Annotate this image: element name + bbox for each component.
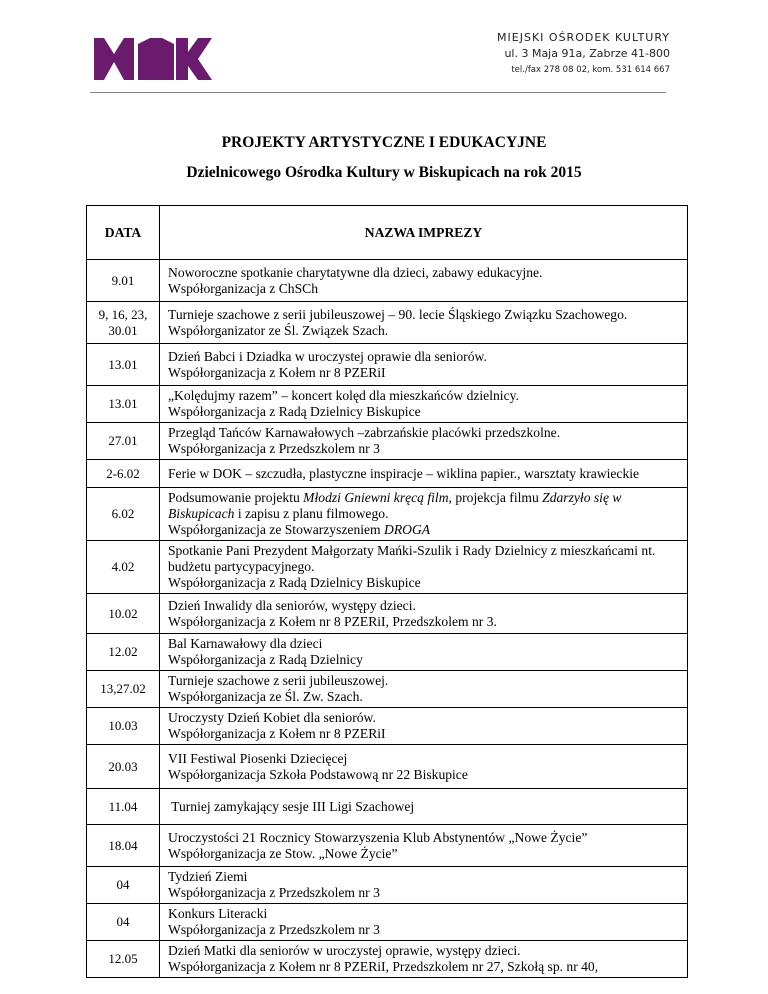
event-line: Turnieje szachowe z serii jubileuszowej. [168, 673, 389, 688]
event-line: Uroczystości 21 Rocznicy Stowarzyszenia Klub Abstynentów „Nowe Życie” [168, 829, 588, 845]
event-name [160, 745, 688, 789]
event-line: Współorganizacja z Kołem nr 8 PZERiI, Przedszkolem nr 27, Szkołą sp. nr 40, [168, 959, 599, 974]
event-date: 12.02 [87, 634, 160, 671]
event-line: Współorganizacja z Przedszkolem nr 3 [168, 885, 380, 900]
column-header-date: DATA [87, 206, 160, 260]
logo-letter-k [176, 38, 212, 80]
event-name [160, 789, 688, 825]
event-name [160, 594, 688, 634]
event-name [160, 825, 688, 867]
event-date: 10.03 [87, 708, 160, 745]
table-row [87, 302, 688, 344]
event-date: 9, 16, 23, 30.01 [87, 302, 160, 344]
document-title: PROJEKTY ARTYSTYCZNE I EDUKACYJNE [221, 134, 547, 151]
table-row [87, 488, 688, 541]
table-row [87, 671, 688, 708]
event-line: Ferie w DOK – szczudła, plastyczne inspiracje – wiklina papier., warsztaty krawieckie [168, 465, 640, 481]
event-date: 20.03 [87, 745, 160, 789]
org-phone: tel./fax 278 08 02, kom. 531 614 667 [511, 65, 670, 75]
table-row [87, 904, 688, 941]
event-line: Współorganizator ze Śl. Związek Szach. [168, 322, 389, 338]
table-row [87, 344, 688, 386]
event-line: Współorganizacja z Radą Dzielnicy Biskupice [168, 404, 421, 419]
event-name [160, 541, 688, 594]
event-date: 13.01 [87, 386, 160, 423]
event-line: Współorganizacja z Kołem nr 8 PZERiI [168, 726, 386, 741]
logo-letter-o [138, 38, 174, 80]
event-line: Współorganizacja ze Stowarzyszeniem DROGA [168, 522, 431, 537]
event-date: 18.04 [87, 825, 160, 867]
header-divider [90, 92, 666, 93]
event-line: Turnieje szachowe z serii jubileuszowej – 90. lecie Śląskiego Związku Szachowego. [168, 306, 628, 322]
table-row [87, 460, 688, 488]
event-line: Uroczysty Dzień Kobiet dla seniorów. [168, 710, 376, 725]
event-line: Spotkanie Pani Prezydent Małgorzaty Mańki-Szulik i Rady Dzielnicy z mieszkańcami nt. budżetu partycypacyjnego. [168, 543, 656, 574]
table-row [87, 594, 688, 634]
document-subtitle: Dzielnicowego Ośrodka Kultury w Biskupicach na rok 2015 [186, 164, 582, 181]
event-line: Noworoczne spotkanie charytatywne dla dzieci, zabawy edukacyjne. [168, 264, 543, 280]
event-date: 10.02 [87, 594, 160, 634]
event-date: 04 [87, 867, 160, 904]
event-date: 27.01 [87, 423, 160, 460]
table-row [87, 634, 688, 671]
event-line: Współorganizacja z ChSCh [168, 280, 319, 296]
event-line: Współorganizacja z Przedszkolem nr 3 [168, 441, 380, 456]
table-row [87, 423, 688, 460]
event-line: Dzień Inwalidy dla seniorów, występy dzieci. [168, 597, 416, 613]
event-name [160, 344, 688, 386]
event-name [160, 488, 688, 541]
event-line: VII Festiwal Piosenki Dziecięcej [168, 750, 348, 766]
table-row [87, 941, 688, 978]
event-line: Podsumowanie projektu Młodzi Gniewni kręcą film, projekcja filmu Zdarzyło się w Biskupicach i zapisu z planu filmowego. [168, 490, 622, 521]
table-row [87, 386, 688, 423]
table-row [87, 541, 688, 594]
table-row [87, 867, 688, 904]
event-date: 04 [87, 904, 160, 941]
event-line: Współorganizacja z Przedszkolem nr 3 [168, 922, 380, 937]
event-line: Turniej zamykający sesje III Ligi Szachowej [168, 798, 415, 814]
event-date: 2-6.02 [87, 460, 160, 488]
event-line: Współorganizacja Szkoła Podstawową nr 22 Biskupice [168, 766, 468, 782]
event-line: Współorganizacja ze Śl. Zw. Szach. [168, 689, 363, 704]
event-date: 13.01 [87, 344, 160, 386]
table-header-row [87, 206, 688, 260]
event-name [160, 260, 688, 302]
event-name [160, 671, 688, 708]
event-name [160, 634, 688, 671]
event-line: Współorganizacja z Kołem nr 8 PZERiI [168, 364, 386, 380]
event-line: Dzień Matki dla seniorów w uroczystej oprawie, występy dzieci. [168, 943, 521, 958]
mok-logo [94, 38, 212, 80]
org-name: MIEJSKI OŚRODEK KULTURY [497, 31, 670, 44]
event-name [160, 941, 688, 978]
table-row [87, 745, 688, 789]
event-line: Dzień Babci i Dziadka w uroczystej oprawie dla seniorów. [168, 348, 487, 364]
event-line: Współorganizacja ze Stow. „Nowe Życie” [168, 845, 398, 861]
event-date: 12.05 [87, 941, 160, 978]
event-name [160, 386, 688, 423]
table-row [87, 708, 688, 745]
table-row [87, 789, 688, 825]
event-line: Współorganizacja z Kołem nr 8 PZERiI, Przedszkolem nr 3. [168, 613, 497, 629]
event-line: Współorganizacja z Radą Dzielnicy [168, 652, 363, 667]
event-name [160, 423, 688, 460]
event-line: Bal Karnawałowy dla dzieci [168, 636, 323, 651]
organization-info [497, 30, 670, 78]
event-line: Współorganizacja z Radą Dzielnicy Biskupice [168, 575, 421, 590]
event-date: 11.04 [87, 789, 160, 825]
event-date: 9.01 [87, 260, 160, 302]
event-line: Przegląd Tańców Karnawałowych –zabrzańskie placówki przedszkolne. [168, 425, 561, 440]
event-date: 13,27.02 [87, 671, 160, 708]
table-row [87, 825, 688, 867]
events-table [86, 205, 688, 978]
event-name [160, 302, 688, 344]
event-line: Tydzień Ziemi [168, 869, 248, 884]
org-address: ul. 3 Maja 91a, Zabrze 41-800 [504, 47, 670, 60]
event-name [160, 867, 688, 904]
event-name [160, 708, 688, 745]
column-header-name: NAZWA IMPREZY [160, 206, 688, 260]
event-line: „Kolędujmy razem” – koncert kolęd dla mieszkańców dzielnicy. [168, 388, 519, 403]
event-date: 4.02 [87, 541, 160, 594]
event-name [160, 904, 688, 941]
table-row [87, 260, 688, 302]
event-line: Konkurs Literacki [168, 906, 268, 921]
event-date: 6.02 [87, 488, 160, 541]
event-name [160, 460, 688, 488]
